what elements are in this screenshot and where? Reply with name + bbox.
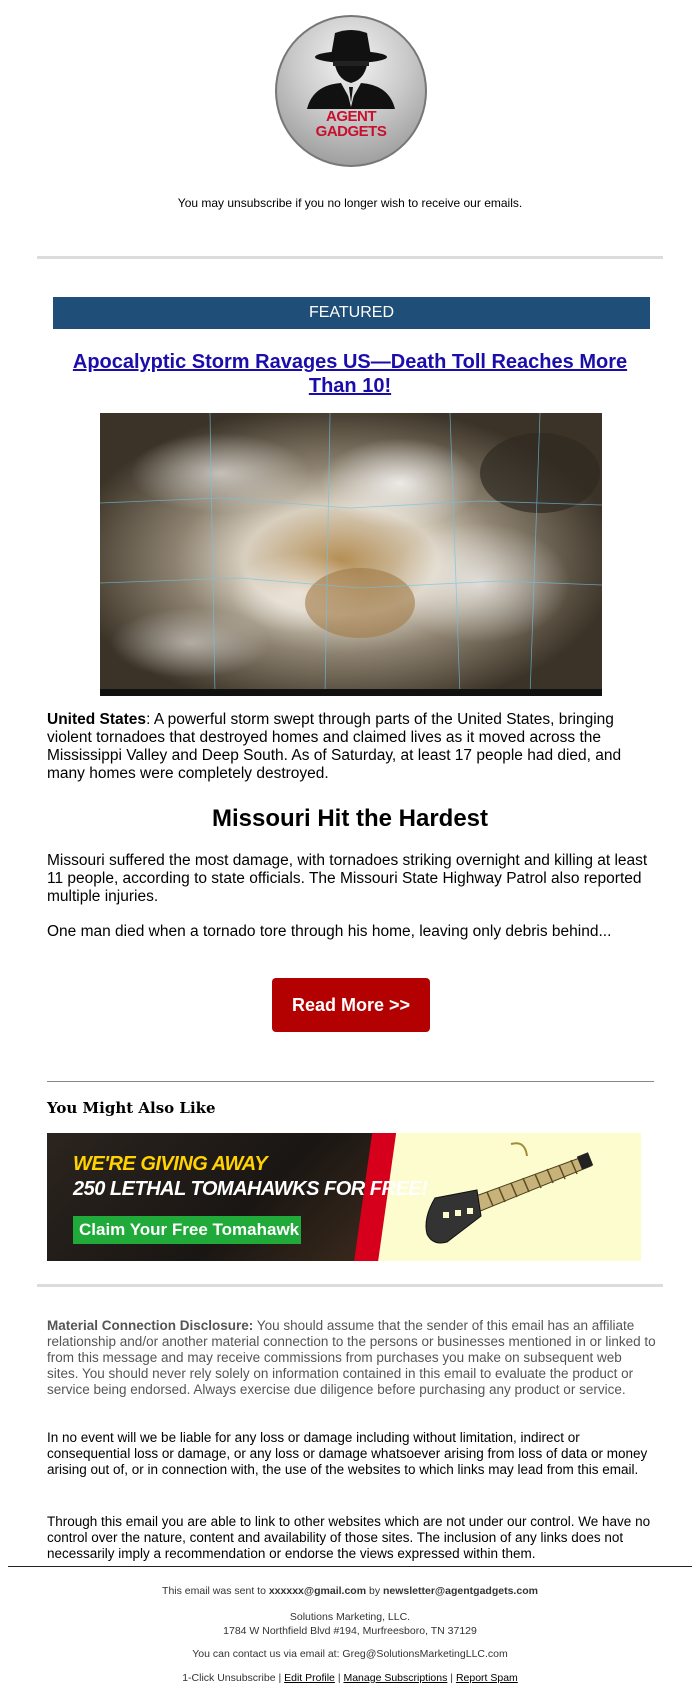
liability-disclaimer: In no event will we be liable for any loss or damage including without limitation, indirect or consequential loss or damage, or any loss or damage whatsoever arising from loss of data or money arising out of, or in connection with, the use of the websites to which links may lead from this email. — [47, 1430, 648, 1477]
footer-links: 1-Click Unsubscribe | Edit Profile | Manage Subscriptions | Report Spam — [182, 1672, 518, 1684]
contact-email-line: You can contact us via email at: Greg@SolutionsMarketingLLC.com — [192, 1648, 508, 1660]
disclosure-divider — [37, 1284, 663, 1287]
featured-lead-paragraph — [47, 711, 653, 783]
company-name: Solutions Marketing, LLC. — [289, 1611, 411, 1623]
agent-silhouette-icon — [277, 17, 425, 165]
ad-claim-button[interactable]: Claim Your Free Tomahawk — [73, 1216, 301, 1244]
featured-banner: FEATURED — [53, 297, 650, 329]
header-divider — [37, 256, 663, 259]
ad-headline-line2: 250 LETHAL TOMAHAWKS FOR FREE! — [73, 1178, 428, 1200]
footer-sent-to: This email was sent to xxxxxx@gmail.com by newsletter@agentgadgets.com — [162, 1585, 538, 1597]
ad-headline-line1: WE'RE GIVING AWAY — [73, 1153, 268, 1175]
disclosure-text: You should assume that the sender of this email has an affiliate relationship and/or another material connection to the persons or businesses mentioned in or linked to from this message and may receive commissions from purchases you make on subsequent web sites. You should never rely solely on information contained in this email to evaluate the product or service being endorsed. Always exercise due diligence before purchasing any product or service. — [47, 1318, 656, 1397]
featured-headline-link[interactable]: Apocalyptic Storm Ravages US—Death Toll Reaches More Than 10! — [72, 351, 628, 397]
manage-subscriptions-link[interactable]: Manage Subscriptions — [343, 1672, 448, 1684]
report-spam-link[interactable]: Report Spam — [455, 1672, 518, 1684]
featured-paragraph-3: One man died when a tornado tore through his home, leaving only debris behind... — [47, 923, 612, 940]
external-links-disclaimer: Through this email you are able to link to other websites which are not under our control. We have no control over the nature, content and availability of those sites. The inclusion of any links does not necessarily imply a recommendation or endorse the views expressed within them. — [47, 1514, 651, 1561]
footer-divider — [8, 1566, 692, 1567]
company-address: 1784 W Northfield Blvd #194, Murfreesboro, TN 37129 — [223, 1625, 477, 1637]
logo-text-gadgets: GADGETS — [315, 123, 387, 140]
tomahawk-icon — [407, 1138, 617, 1256]
featured-paragraph-2: Missouri suffered the most damage, with tornadoes striking overnight and killing at least 11 people, according to state officials. The Missouri State Highway Patrol also reported multiple injuries. — [47, 852, 648, 905]
lead-location: United States — [47, 711, 147, 728]
unsubscribe-note: You may unsubscribe if you no longer wish to receive our emails. — [177, 196, 523, 210]
recipient-email: xxxxxx@gmail.com — [268, 1585, 367, 1597]
edit-profile-link[interactable]: Edit Profile — [284, 1672, 335, 1684]
brand-logo[interactable] — [275, 15, 427, 167]
read-more-button[interactable]: Read More >> — [272, 978, 430, 1032]
material-disclosure — [47, 1318, 657, 1398]
section-subheading: Missouri Hit the Hardest — [211, 805, 489, 832]
lead-text: : A powerful storm swept through parts of the United States, bringing violent tornadoes that destroyed homes and claimed lives as it moved across the Mississippi Valley and Deep South. As of Saturday, at least 17 people had died, and many homes were completely destroyed. — [47, 711, 622, 782]
section-divider — [47, 1081, 654, 1082]
storm-satellite-image[interactable] — [100, 413, 602, 696]
tomahawk-ad-banner[interactable] — [47, 1133, 641, 1261]
logo-text-agent: AGENT — [326, 108, 376, 125]
also-like-heading: You Might Also Like — [47, 1099, 216, 1117]
disclosure-title: Material Connection Disclosure: — [47, 1318, 254, 1333]
sender-email: newsletter@agentgadgets.com — [383, 1585, 538, 1597]
one-click-unsubscribe-link[interactable]: 1-Click Unsubscribe — [182, 1672, 276, 1684]
